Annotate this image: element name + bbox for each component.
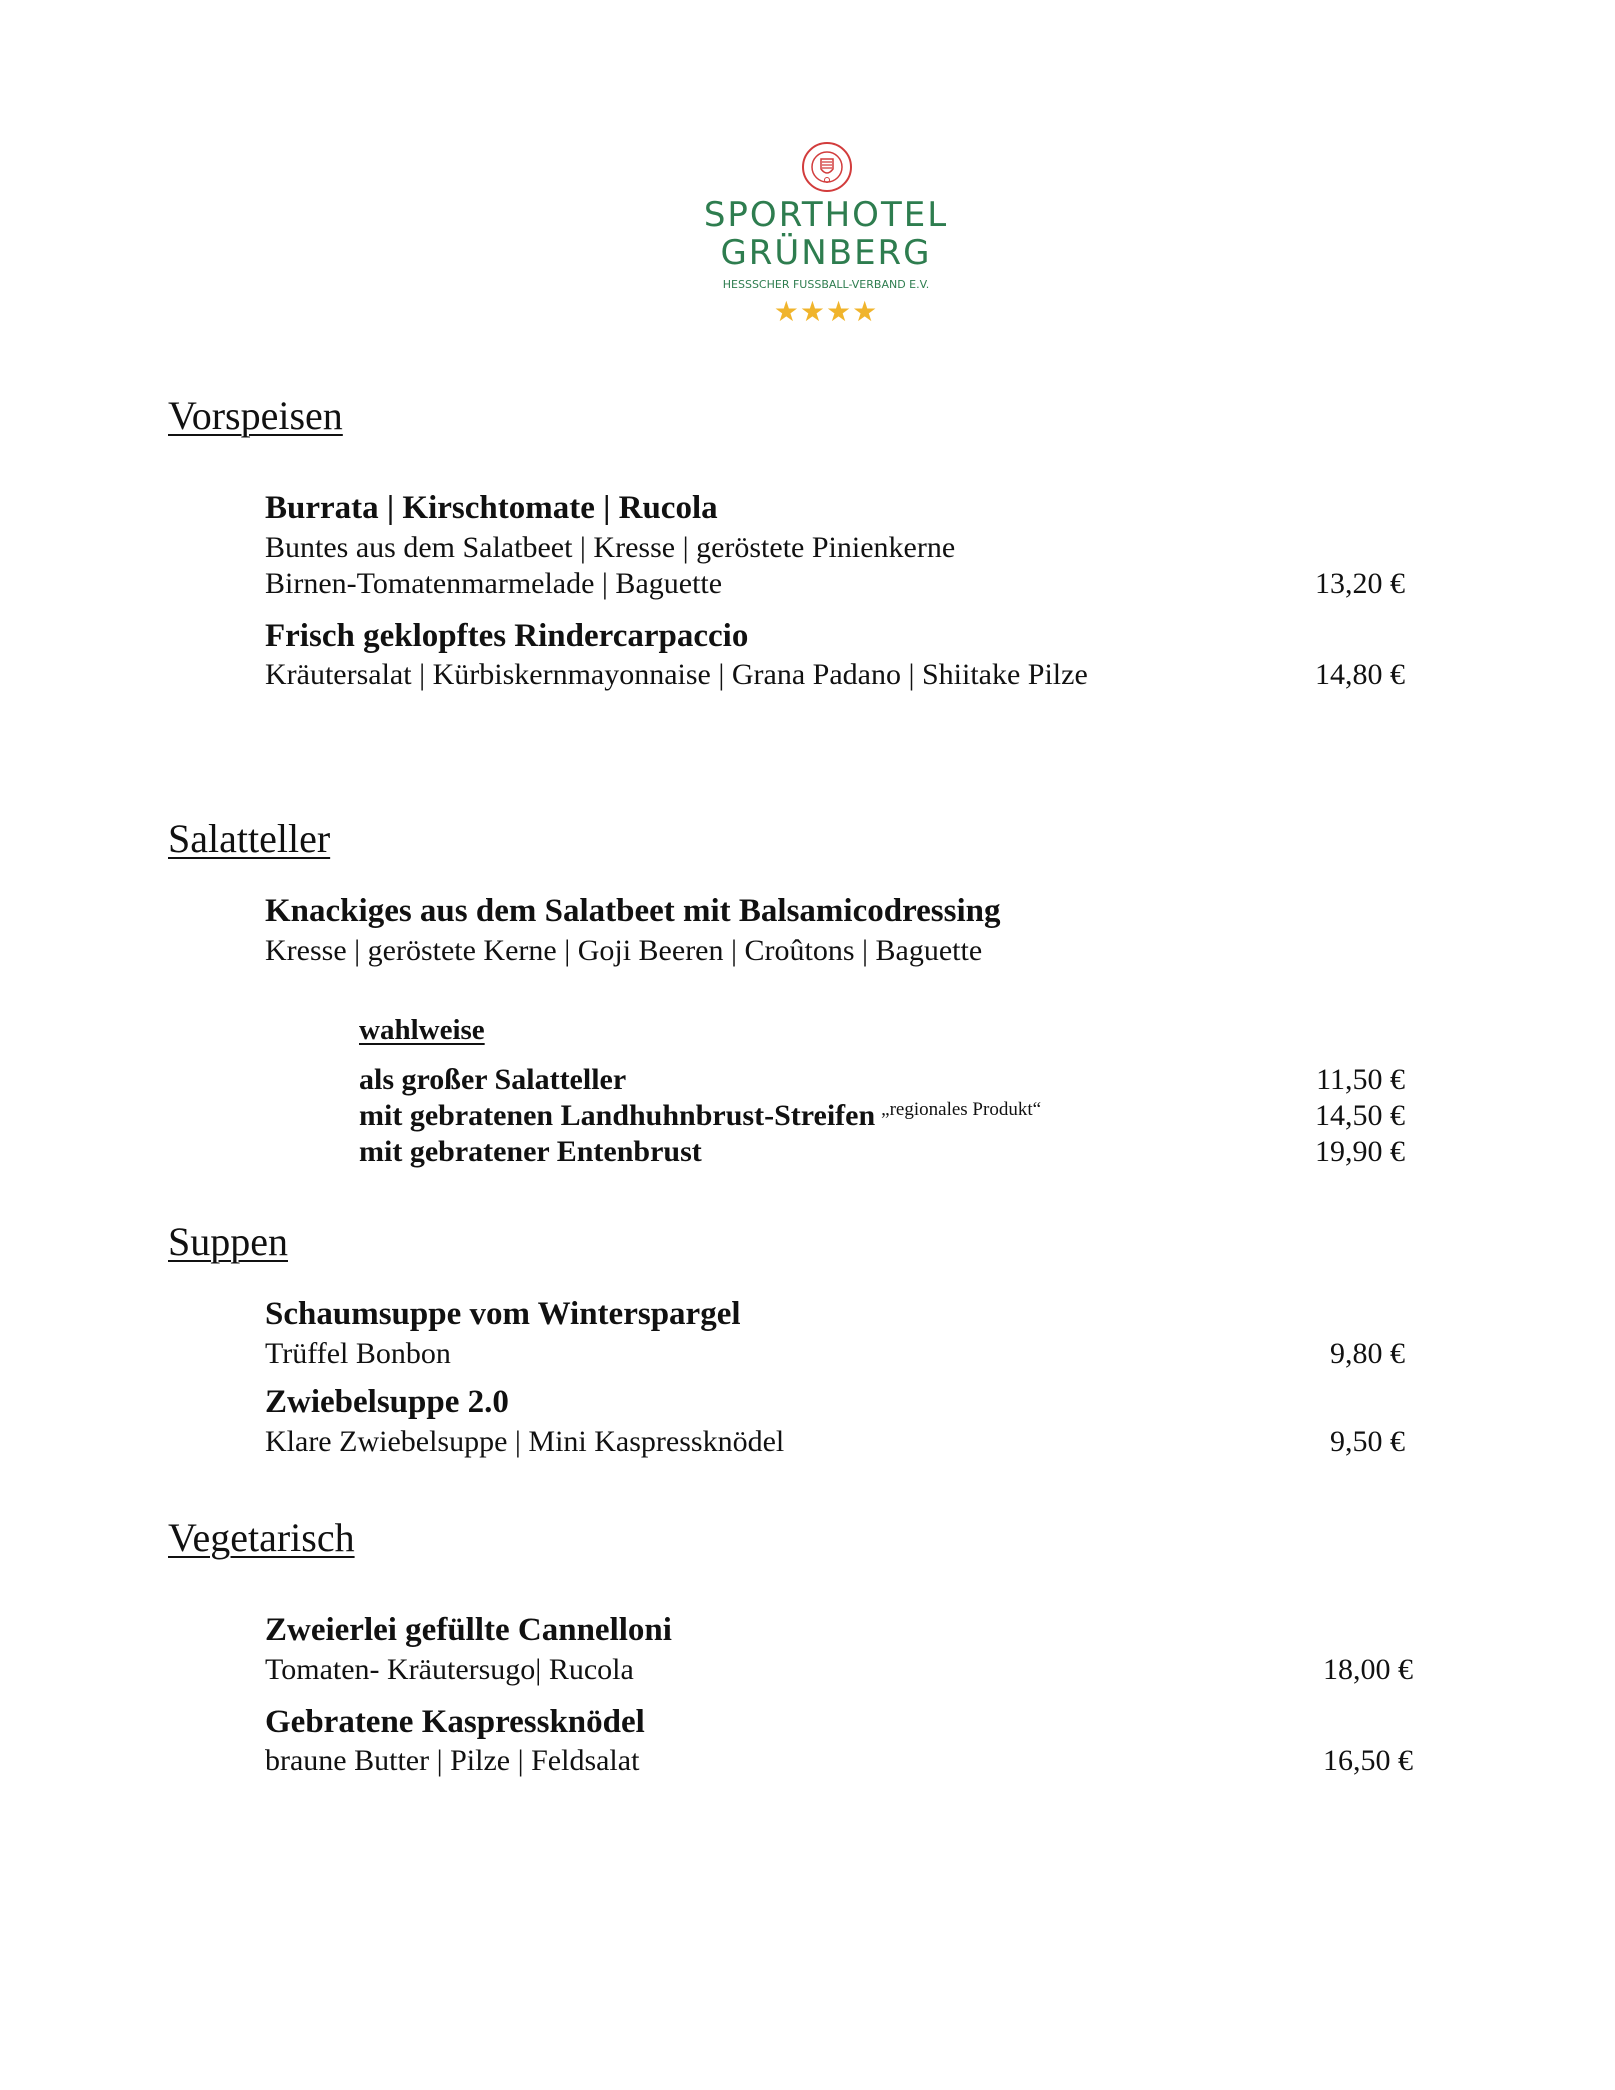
- salad-option: als großer Salatteller: [359, 1063, 627, 1096]
- regional-product-note: „regionales Produkt“: [881, 1099, 1042, 1120]
- dish-price: 16,50 €: [1323, 1744, 1413, 1777]
- dish-description: Kräutersalat | Kürbiskernmayonnaise | Grana Padano | Shiitake Pilze: [265, 658, 1088, 691]
- dish-description: Birnen-Tomatenmarmelade | Baguette: [265, 567, 723, 600]
- dish-description: braune Butter | Pilze | Feldsalat: [265, 1744, 640, 1777]
- option-price: 19,90 €: [1315, 1135, 1405, 1168]
- dish-description: Tomaten- Kräutersugo| Rucola: [265, 1653, 634, 1686]
- salad-option: mit gebratener Entenbrust: [359, 1135, 702, 1168]
- salad-option: [359, 1099, 1041, 1133]
- logo-line-2: GRÜNBERG: [720, 233, 932, 273]
- dish-name: Burrata | Kirschtomate | Rucola: [265, 490, 718, 526]
- dish-name: Schaumsuppe vom Winterspargel: [265, 1296, 741, 1332]
- dish-name: Frisch geklopftes Rindercarpaccio: [265, 618, 749, 654]
- dish-price: 18,00 €: [1323, 1653, 1413, 1686]
- logo-line-1: SPORTHOTEL: [703, 195, 949, 235]
- dish-price: 9,80 €: [1330, 1337, 1405, 1370]
- hotel-logo: [700, 135, 980, 345]
- dish-description: Kresse | geröstete Kerne | Goji Beeren | Croûtons | Baguette: [265, 934, 983, 967]
- salad-option-label: mit gebratenen Landhuhnbrust-Streifen: [359, 1099, 876, 1132]
- dish-name: Zwiebelsuppe 2.0: [265, 1384, 509, 1420]
- logo-subline: HESSSCHER FUSSBALL-VERBAND E.V.: [722, 278, 930, 291]
- dish-price: 9,50 €: [1330, 1425, 1405, 1458]
- dish-description: Klare Zwiebelsuppe | Mini Kaspressknödel: [265, 1425, 785, 1458]
- section-heading-suppen: Suppen: [168, 1219, 288, 1264]
- dish-name: Knackiges aus dem Salatbeet mit Balsamicodressing: [265, 893, 1001, 929]
- section-heading-vorspeisen: Vorspeisen: [168, 393, 343, 438]
- dish-name: Zweierlei gefüllte Cannelloni: [265, 1612, 672, 1648]
- hfv-seal-icon: [799, 139, 855, 195]
- dish-description: Buntes aus dem Salatbeet | Kresse | geröstete Pinienkerne: [265, 531, 956, 564]
- section-heading-vegetarisch: Vegetarisch: [168, 1515, 355, 1560]
- option-price: 14,50 €: [1315, 1099, 1405, 1132]
- dish-name: Gebratene Kaspressknödel: [265, 1704, 645, 1740]
- dish-price: 13,20 €: [1315, 567, 1405, 600]
- option-price: 11,50 €: [1316, 1063, 1405, 1096]
- dish-price: 14,80 €: [1315, 658, 1405, 691]
- dish-description: Trüffel Bonbon: [265, 1337, 451, 1370]
- star-rating-icon: ★★★★: [773, 295, 879, 328]
- section-heading-salatteller: Salatteller: [168, 816, 331, 861]
- wahlweise-label: wahlweise: [359, 1014, 485, 1046]
